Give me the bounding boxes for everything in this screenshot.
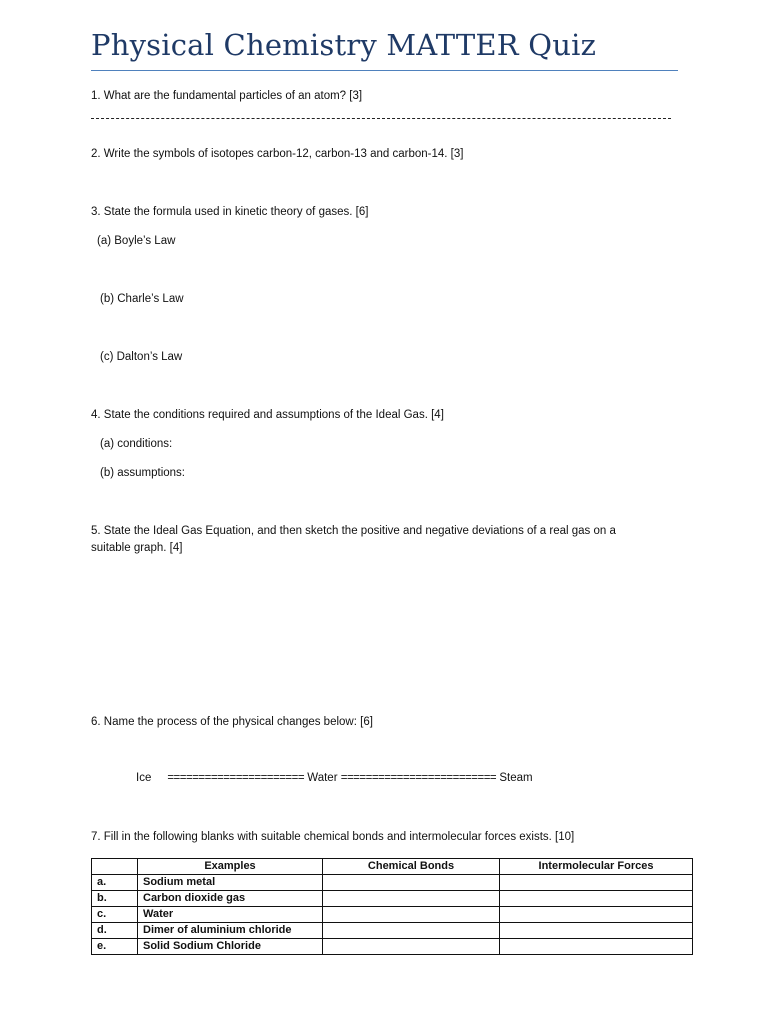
header-label — [92, 859, 138, 875]
header-intermolecular-forces: Intermolecular Forces — [500, 859, 693, 875]
question-7: 7. Fill in the following blanks with suitable chemical bonds and intermolecular forces exists. [10] — [91, 831, 575, 843]
page-title: Physical Chemistry MATTER Quiz — [91, 28, 597, 62]
question-5-line-2: suitable graph. [4] — [91, 542, 183, 554]
question-6: 6. Name the process of the physical changes below: [6] — [91, 716, 373, 728]
question-1: 1. What are the fundamental particles of an atom? [3] — [91, 90, 363, 102]
row-example: Dimer of aluminium chloride — [138, 923, 323, 939]
ice-label: Ice — [136, 772, 152, 784]
question-2: 2. Write the symbols of isotopes carbon-12, carbon-13 and carbon-14. [3] — [91, 148, 464, 160]
row-label: c. — [92, 907, 138, 923]
table-row — [92, 923, 693, 939]
intermolecular-force-blank[interactable] — [500, 923, 693, 939]
question-5-line-1: 5. State the Ideal Gas Equation, and then sketch the positive and negative deviations of a real gas on a — [91, 525, 616, 537]
row-example: Sodium metal — [138, 875, 323, 891]
question-4a: (a) conditions: — [100, 438, 173, 450]
table-row — [92, 875, 693, 891]
table-row — [92, 939, 693, 955]
question-3: 3. State the formula used in kinetic theory of gases. [6] — [91, 206, 369, 218]
table-header-row — [92, 859, 693, 875]
intermolecular-force-blank[interactable] — [500, 891, 693, 907]
question-4: 4. State the conditions required and assumptions of the Ideal Gas. [4] — [91, 409, 444, 421]
separator-2: ========================= — [340, 772, 497, 784]
row-label: d. — [92, 923, 138, 939]
phase-change-line — [136, 772, 533, 784]
intermolecular-force-blank[interactable] — [500, 875, 693, 891]
chemical-bond-blank[interactable] — [323, 891, 500, 907]
question-3c: (c) Dalton’s Law — [100, 351, 183, 363]
row-label: e. — [92, 939, 138, 955]
answer-dashed-line — [91, 118, 671, 119]
table-row — [92, 907, 693, 923]
chemical-bond-blank[interactable] — [323, 939, 500, 955]
question-3a: (a) Boyle’s Law — [97, 235, 176, 247]
table-row — [92, 891, 693, 907]
chemical-bond-blank[interactable] — [323, 875, 500, 891]
question-4b: (b) assumptions: — [100, 467, 186, 479]
chemical-bond-blank[interactable] — [323, 923, 500, 939]
separator-1: ====================== — [167, 772, 305, 784]
intermolecular-force-blank[interactable] — [500, 907, 693, 923]
question-3b: (b) Charle’s Law — [100, 293, 184, 305]
title-underline — [91, 70, 678, 71]
row-example: Water — [138, 907, 323, 923]
row-label: b. — [92, 891, 138, 907]
bonds-table — [91, 858, 693, 955]
row-example: Solid Sodium Chloride — [138, 939, 323, 955]
steam-label: Steam — [499, 772, 533, 784]
row-example: Carbon dioxide gas — [138, 891, 323, 907]
header-examples: Examples — [138, 859, 323, 875]
chemical-bond-blank[interactable] — [323, 907, 500, 923]
intermolecular-force-blank[interactable] — [500, 939, 693, 955]
water-label: Water — [307, 772, 338, 784]
row-label: a. — [92, 875, 138, 891]
header-chemical-bonds: Chemical Bonds — [323, 859, 500, 875]
